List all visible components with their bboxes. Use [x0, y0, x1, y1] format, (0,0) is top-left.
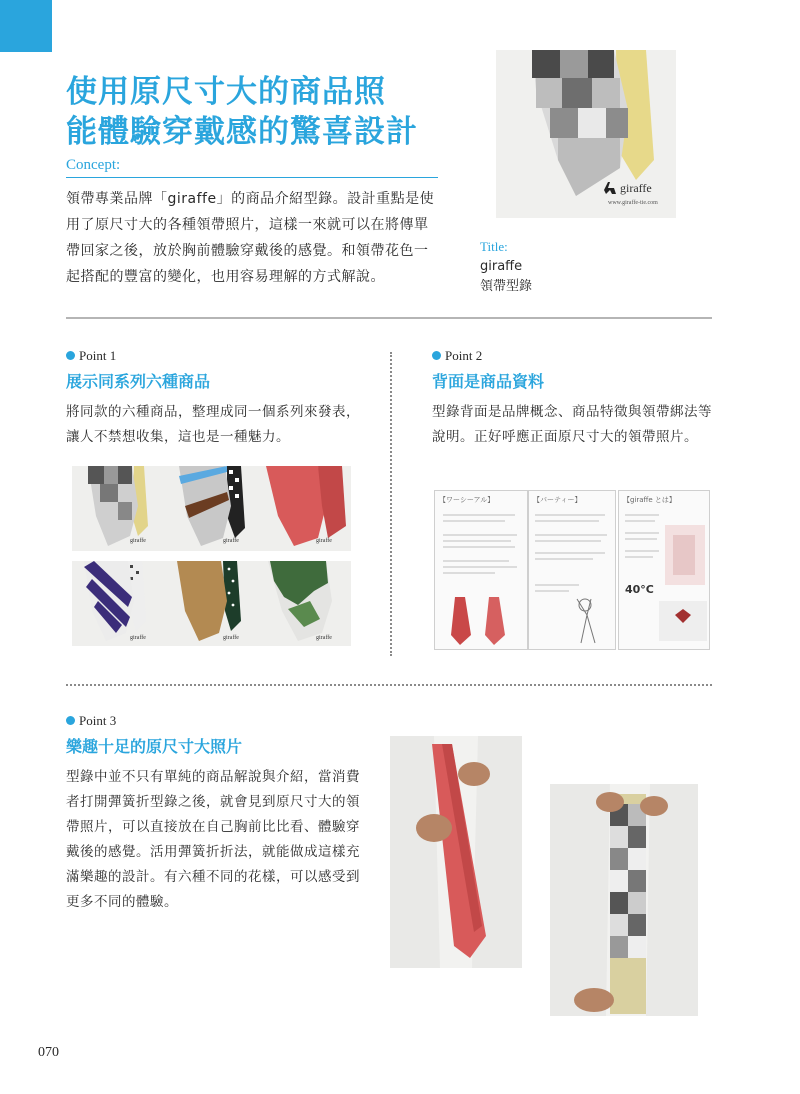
temperature-label: 40°C — [625, 583, 654, 596]
leaflet-panel-1 — [434, 490, 528, 650]
point3-title: 樂趣十足的原尺寸大照片 — [66, 737, 243, 756]
concept-text: 領帶專業品牌「giraffe」的商品介紹型錄。設計重點是使用了原尺寸大的各種領帶照片，這樣一來就可以在將傳單帶回家之後，放於胸前體驗穿戴後的感覺。和領帶花色一起搭配的豐富的變化，也用容易理解的方式解說。 — [66, 191, 435, 285]
hero-tie-photo — [496, 50, 676, 218]
leaflet-panel-2 — [528, 490, 616, 650]
svg-text:giraffe: giraffe — [130, 538, 146, 544]
point2-label: Point 2 — [432, 348, 482, 364]
column-divider — [390, 352, 392, 656]
page-title — [66, 72, 418, 152]
title-value — [480, 257, 532, 297]
point1-title: 展示同系列六種商品 — [66, 372, 211, 391]
corner-accent-block — [0, 0, 52, 52]
tie-card-red-texture — [258, 466, 351, 551]
hero-tie-illustration — [496, 50, 676, 218]
title-label: Title: — [480, 239, 508, 254]
hero-url: www.giraffe-tie.com — [608, 200, 658, 206]
svg-text:giraffe: giraffe — [130, 635, 146, 641]
title-value-line2: 領帶型錄 — [480, 279, 533, 294]
tie-card-brown-solid — [165, 561, 258, 646]
point-bullet-icon — [66, 716, 75, 725]
concept-divider — [66, 177, 438, 178]
tie-card-purple-stripe — [72, 561, 165, 646]
hero-brand: giraffe — [620, 181, 652, 195]
page-number: 070 — [38, 1045, 59, 1060]
leaflet-panel-3 — [618, 490, 710, 650]
point3-text: 型錄中並不只有單純的商品解說與介紹，當消費者打開彈簧折型錄之後，就會見到原尺寸大的領帶照片，可以直接放在自己胸前比比看、體驗穿戴後的感覺。活用彈簧折折法，就能做成這樣充滿樂趣的設計。有六種不同的花樣，可以感受到更多不同的體驗。 — [66, 769, 360, 910]
model-photo-red-tie — [390, 736, 522, 968]
svg-text:giraffe: giraffe — [223, 538, 239, 544]
point-bullet-icon — [432, 351, 441, 360]
svg-text:giraffe: giraffe — [316, 635, 332, 641]
leaflet-heading: 【パーティー】 — [533, 496, 582, 504]
tie-card-stripe-blue — [165, 466, 258, 551]
point3-label: Point 3 — [66, 713, 116, 729]
svg-text:giraffe: giraffe — [223, 635, 239, 641]
leaflet-heading: 【ワーシーアル】 — [439, 496, 495, 504]
concept-label: Concept: — [66, 157, 121, 173]
point-bullet-icon — [66, 351, 75, 360]
point1-label: Point 1 — [66, 348, 116, 364]
page-title-line1: 使用原尺寸大的商品照 — [66, 74, 386, 110]
section-divider-dotted — [66, 684, 712, 686]
point2-title: 背面是商品資料 — [432, 372, 545, 391]
model-photo-plaid-tie — [550, 784, 698, 1016]
leaflet-heading: 【giraffe とは】 — [623, 496, 676, 504]
title-value-line1: giraffe — [480, 259, 523, 274]
tie-card-green-camo — [258, 561, 351, 646]
point2-text: 型錄背面是品牌概念、商品特徵與領帶綁法等說明。正好呼應正面原尺寸大的領帶照片。 — [432, 404, 712, 445]
tie-card-gray-plaid — [72, 466, 165, 551]
page-title-line2: 能體驗穿戴感的驚喜設計 — [66, 114, 418, 150]
point1-text: 將同款的六種商品，整理成同一個系列來發表，讓人不禁想收集，這也是一種魅力。 — [66, 404, 360, 445]
section-divider — [66, 317, 712, 319]
svg-text:giraffe: giraffe — [316, 538, 332, 544]
